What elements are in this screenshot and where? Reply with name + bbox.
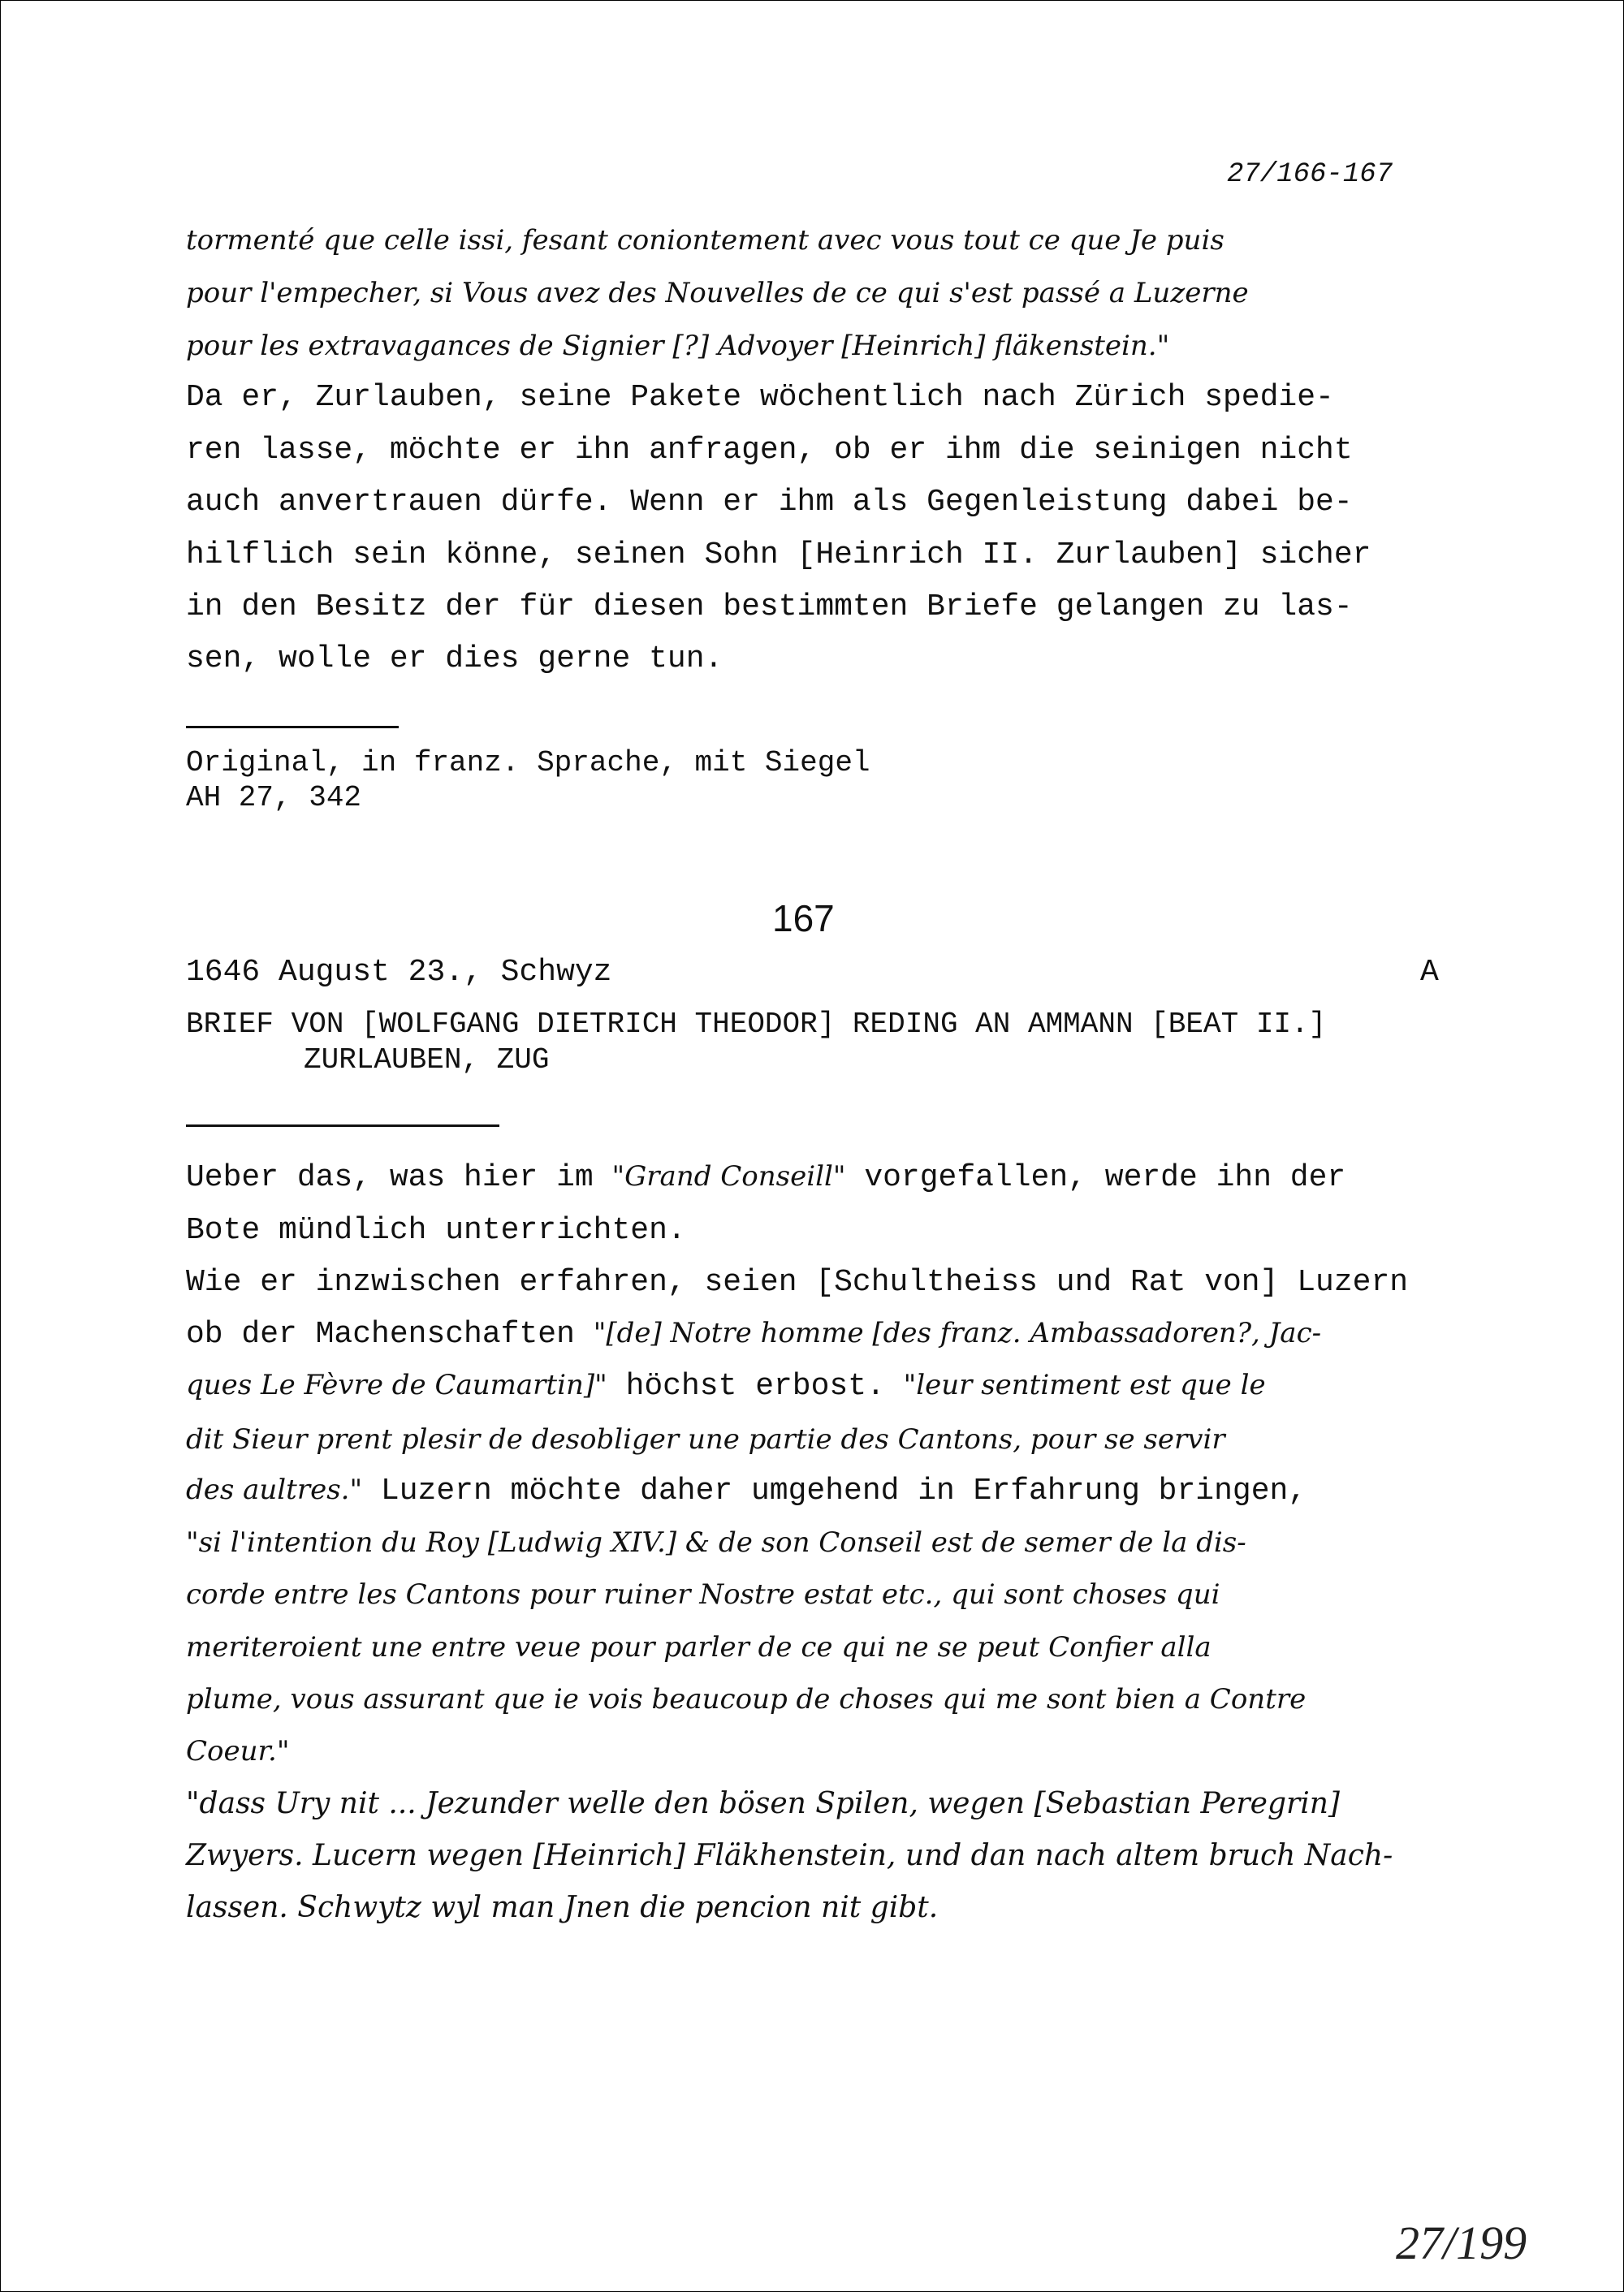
body-line: plume, vous assurant que ie vois beaucoup de choses qui me sont bien a Contre [186, 1683, 1307, 1716]
body-line [186, 1369, 1266, 1404]
body-line: Wie er inzwischen erfahren, seien [Schultheiss und Rat von] Luzern [186, 1265, 1409, 1300]
body-line: dit Sieur prent plesir de desobliger une partie des Cantons, pour se servir [186, 1423, 1225, 1456]
quote-text: ques Le Fèvre de Caumartin]" [186, 1369, 607, 1401]
body-line: meriteroient une entre veue pour parler de ce qui ne se peut Confier alla [186, 1631, 1212, 1664]
body-text: Luzern möchte daher umgehend in Erfahrung bringen, [362, 1474, 1307, 1509]
page-reference: 27/166-167 [1227, 159, 1393, 190]
quote-line: pour les extravagances de Signier [?] Advoyer [Heinrich] fläkenstein." [186, 330, 1170, 362]
body-line [186, 1160, 1345, 1195]
footnote-divider [186, 726, 399, 728]
entry-number: 167 [772, 897, 835, 939]
body-line [186, 1317, 1321, 1352]
entry-date-place: 1646 August 23., Schwyz [186, 955, 612, 990]
summary-line: auch anvertrauen dürfe. Wenn er ihm als Gegenleistung dabei be- [186, 485, 1353, 520]
summary-line: hilflich sein könne, seinen Sohn [Heinrich II. Zurlauben] sicher [186, 537, 1371, 572]
body-text: vorgefallen, werde ihn der [845, 1160, 1346, 1195]
source-note: AH 27, 342 [186, 781, 362, 814]
handwritten-quote-line: "dass Ury nit ... Jezunder welle den bösen Spilen, wegen [Sebastian Peregrin] [186, 1787, 1340, 1820]
entry-title: BRIEF VON [WOLFGANG DIETRICH THEODOR] REDING AN AMMANN [BEAT II.] [186, 1008, 1327, 1041]
body-line: Coeur." [186, 1735, 290, 1768]
body-line: Bote mündlich unterrichten. [186, 1213, 686, 1248]
handwritten-quote-line: lassen. Schwytz wyl man Jnen die pencion nit gibt. [186, 1891, 939, 1924]
summary-line: in den Besitz der für diesen bestimmten Briefe gelangen zu las- [186, 589, 1353, 624]
entry-type: A [1420, 955, 1439, 990]
body-text: Ueber das, was hier im [186, 1160, 612, 1195]
quote-text: des aultres." [186, 1474, 363, 1506]
summary-line: sen, wolle er dies gerne tun. [186, 641, 723, 676]
body-line [186, 1474, 1307, 1509]
body-line: corde entre les Cantons pour ruiner Nostre estat etc., qui sont choses qui [186, 1578, 1220, 1611]
quote-text: "Grand Conseill" [611, 1160, 846, 1193]
page-signum: 27/199 [1396, 2216, 1527, 2269]
entry-title: ZURLAUBEN, ZUG [304, 1043, 550, 1077]
quote-line: pour l'empecher, si Vous avez des Nouvelles de ce qui s'est passé a Luzerne [186, 277, 1249, 309]
quote-line: tormenté que celle issi, fesant coniontement avec vous tout ce que Je puis [186, 224, 1224, 257]
handwritten-quote-line: Zwyers. Lucern wegen [Heinrich] Fläkhenstein, und dan nach altem bruch Nach- [186, 1839, 1393, 1872]
quote-text: "leur sentiment est que le [903, 1369, 1266, 1401]
summary-line: Da er, Zurlauben, seine Pakete wöchentlich nach Zürich spedie- [186, 380, 1334, 415]
quote-text: "[de] Notre homme [des franz. Ambassadoren?, Jac- [593, 1317, 1322, 1349]
source-note: Original, in franz. Sprache, mit Siegel [186, 746, 870, 779]
title-divider [186, 1124, 499, 1127]
body-text: höchst erbost. [607, 1369, 904, 1404]
body-text: ob der Machenschaften [186, 1317, 594, 1352]
summary-line: ren lasse, möchte er ihn anfragen, ob er ihm die seinigen nicht [186, 433, 1353, 468]
body-line: "si l'intention du Roy [Ludwig XIV.] & de son Conseil est de semer de la dis- [186, 1526, 1246, 1559]
